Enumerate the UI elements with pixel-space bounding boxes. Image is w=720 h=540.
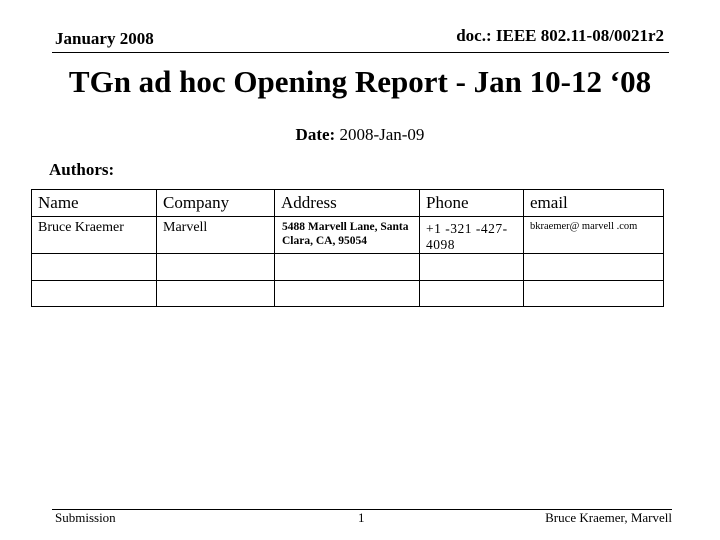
cell-empty [420, 254, 524, 281]
date-value: 2008-Jan-09 [339, 125, 425, 144]
header-cell-phone: Phone [420, 190, 524, 217]
cell-empty [524, 281, 664, 307]
document-id: doc.: IEEE 802.11-08/0021r2 [456, 26, 664, 45]
date-label: Date: [295, 125, 336, 144]
header-cell-company: Company [157, 190, 275, 217]
cell-email: bkraemer@ marvell .com [524, 217, 664, 254]
header-date: January 2008 [55, 29, 154, 48]
cell-empty [32, 281, 157, 307]
cell-empty [524, 254, 664, 281]
table-row [32, 281, 664, 307]
table-header-row [32, 190, 664, 217]
cell-empty [32, 254, 157, 281]
authors-table [31, 189, 664, 307]
table-row [32, 217, 664, 254]
header-divider [52, 52, 669, 53]
cell-address: 5488 Marvell Lane, Santa Clara, CA, 95054 [275, 217, 420, 254]
table-row [32, 254, 664, 281]
page-number: 1 [358, 510, 365, 525]
footer-author: Bruce Kraemer, Marvell [545, 510, 672, 525]
slide-title: TGn ad hoc Opening Report - Jan 10-12 ‘08 [68, 64, 652, 99]
cell-empty [275, 254, 420, 281]
cell-name: Bruce Kraemer [32, 217, 157, 254]
header-cell-address: Address [275, 190, 420, 217]
authors-label: Authors: [49, 160, 115, 179]
cell-empty [420, 281, 524, 307]
cell-empty [157, 281, 275, 307]
cell-company: Marvell [157, 217, 275, 254]
cell-phone: +1 -321 -427-4098 [420, 217, 524, 254]
date-line [0, 125, 720, 145]
cell-empty [157, 254, 275, 281]
cell-empty [275, 281, 420, 307]
header-cell-email: email [524, 190, 664, 217]
footer-submission: Submission [55, 510, 116, 525]
header-cell-name: Name [32, 190, 157, 217]
